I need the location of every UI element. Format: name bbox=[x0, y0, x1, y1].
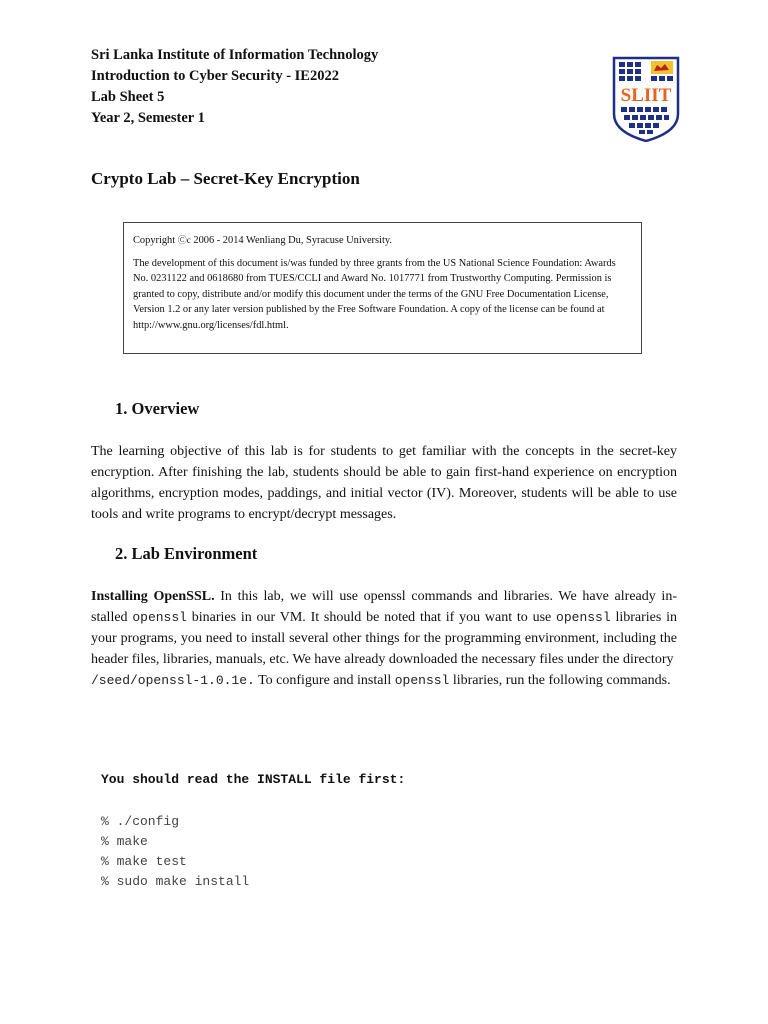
overview-paragraph: The learning objective of this lab is for students to get familiar with the concepts in the secret-key encryption. After finishing the lab, students should be able to gain first-hand experience on encryption algorithms, encryption modes, paddings, and initial vector (IV). Moreover, students will be able to use tools and write programs to encrypt/decrypt messages. bbox=[91, 444, 677, 522]
section-heading-overview: 1. Overview bbox=[115, 399, 200, 418]
document-title: Crypto Lab – Secret-Key Encryption bbox=[91, 169, 360, 188]
course-name: Introduction to Cyber Security - IE2022 bbox=[91, 68, 339, 84]
command-line: % make test bbox=[101, 854, 187, 869]
command-line: % make bbox=[101, 834, 148, 849]
year-semester: Year 2, Semester 1 bbox=[91, 110, 205, 126]
copyright-line: Copyright Ⓒc 2006 - 2014 Wenliang Du, Syracuse University. bbox=[133, 235, 392, 246]
copyright-body: The development of this document is/was funded by three grants from the US National Science Foundation: Awards No. 0231122 and 0618680 from TUES/CCLI and Award No. 1017771 from Trustworthy Computing. Permission is granted to copy, distribute and/or modify this document under the terms of the GNU Free Documentation License, Version 1.2 or any later version published by the Free Software Foundation. A copy of the license can be found at http://www.gnu.org/licenses/fdl.html. bbox=[133, 257, 616, 331]
directory-path: /seed/openssl-1.0.1e. bbox=[91, 673, 255, 688]
document-header bbox=[91, 45, 378, 129]
code-heading: You should read the INSTALL file first: bbox=[101, 772, 406, 787]
command-line: % ./config bbox=[101, 814, 180, 829]
installing-openssl-lead: Installing OpenSSL. bbox=[91, 589, 215, 604]
lab-sheet-number: Lab Sheet 5 bbox=[91, 89, 165, 105]
logo-text: SLIIT bbox=[620, 85, 672, 106]
institute-name: Sri Lanka Institute of Information Technology bbox=[91, 47, 379, 63]
lab-environment-paragraph: Installing OpenSSL. In this lab, we will use openssl commands and libraries. We have already in- stalled openssl binaries in our VM. It should be noted that if you want to use openssl libraries in your programs, you need to install several other things for the programming environment, including the header files, libraries, manuals, etc. We have already downloaded the necessary files under the directory /seed/openssl-1.0.1e. To configure and install openssl libraries, run the following commands. bbox=[91, 589, 678, 688]
inline-code: openssl bbox=[394, 673, 450, 688]
section-heading-lab-environment: 2. Lab Environment bbox=[115, 544, 258, 563]
copyright-box bbox=[123, 222, 642, 354]
inline-code: openssl bbox=[132, 610, 187, 625]
command-listing bbox=[101, 812, 249, 892]
command-line: % sudo make install bbox=[101, 874, 250, 889]
copyright-mark: Ⓒc bbox=[177, 235, 191, 245]
sliit-logo bbox=[612, 56, 680, 142]
inline-code: openssl bbox=[556, 610, 611, 625]
